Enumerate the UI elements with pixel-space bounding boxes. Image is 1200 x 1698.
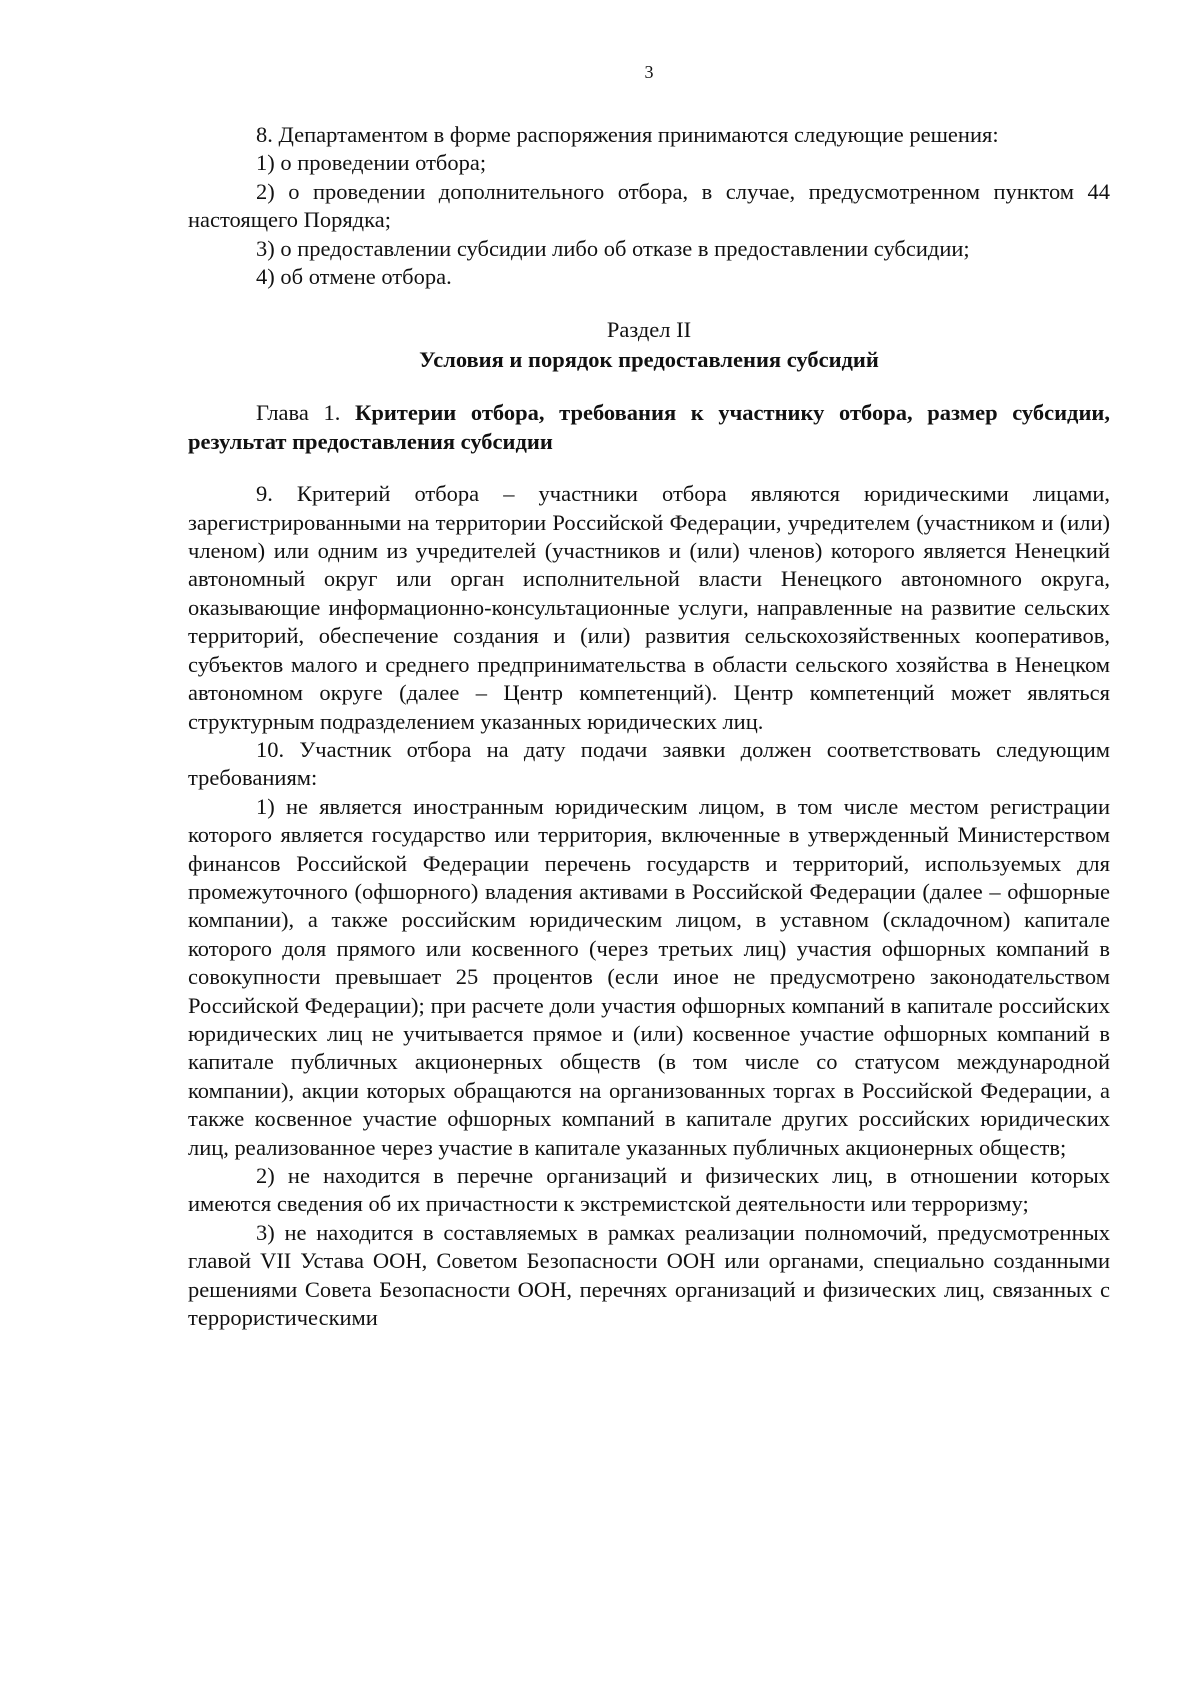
spacer (188, 291, 1110, 315)
section-title: Условия и порядок предоставления субсидий (419, 347, 879, 373)
item-10-sub-1: 1) не является иностранным юридическим лицом, в том числе местом регистрации которого является государство или территория, включенные в утвержденный Министерством финансов Российской Федерации перечень государств и территорий, используемых для промежуточного (офшорного) владения активами в Российской Федерации (далее – офшорные компании), а также российским юридическим лицом, в уставном (складочном) капитале которого доля прямого или косвенного (через третьих лиц) участия офшорных компаний в совокупности превышает 25 процентов (если иное не предусмотрено законодательством Российской Федерации); при расчете доли участия офшорных компаний в капитале российских юридических лиц не учитывается прямое и (или) косвенное участие офшорных компаний в капитале публичных акционерных обществ (в том числе со статусом международной компании), акции которых обращаются на организованных торгах в Российской Федерации, а также косвенное участие офшорных компаний в капитале других российских юридических лиц, реализованное через участие в капитале указанных публичных акционерных обществ; (188, 793, 1110, 1160)
item-8-sub-3: 3) о предоставлении субсидии либо об отказе в предоставлении субсидии; (256, 235, 970, 261)
spacer (188, 456, 1110, 480)
spacer (188, 375, 1110, 399)
item-8-sub-2: 2) о проведении дополнительного отбора, в случае, предусмотренном пунктом 44 настоящего Порядка; (188, 178, 1110, 233)
item-10-sub-3: 3) не находится в составляемых в рамках реализации полномочий, предусмотренных главой VII Устава ООН, Советом Безопасности ООН или органами, специально созданными решениями Совета Безопасности ООН, перечнях организаций и физических лиц, связанных с террористическими (188, 1219, 1110, 1331)
chapter-heading (188, 399, 1110, 456)
chapter-prefix: Глава 1. (256, 400, 341, 426)
item-9: 9. Критерий отбора – участники отбора являются юридическими лицами, зарегистрированными на территории Российской Федерации, учредителем (участником и (или) членом) или одним из учредителей (участников и (или) членов) которого является Ненецкий автономный округ или орган исполнительной власти Ненецкого автономного округа, оказывающие информационно-консультационные услуги, направленные на развитие сельских территорий, обеспечение создания и (или) развития сельскохозяйственных кооперативов, субъектов малого и среднего предпринимательства в области сельского хозяйства в Ненецком автономном округе (далее – Центр компетенций). Центр компетенций может являться структурным подразделением указанных юридических лиц. (188, 481, 1110, 734)
item-8-sub-4: 4) об отмене отбора. (256, 264, 452, 290)
chapter-title: Критерии отбора, требования к участнику отбора, размер субсидии, результат предоставления субсидии (188, 400, 1110, 454)
item-10-sub-2: 2) не находится в перечне организаций и физических лиц, в отношении которых имеются сведения об их причастности к экстремистской деятельности или терроризму; (188, 1163, 1110, 1217)
section-label: Раздел II (606, 317, 692, 343)
item-10-intro: 10. Участник отбора на дату подачи заявки должен соответствовать следующим требованиям: (188, 736, 1110, 791)
item-8-sub-1: 1) о проведении отбора; (256, 150, 487, 176)
item-8-intro: 8. Департаментом в форме распоряжения принимаются следующие решения: (256, 122, 999, 147)
document-body (188, 121, 1110, 1332)
page-number: 3 (644, 62, 654, 82)
